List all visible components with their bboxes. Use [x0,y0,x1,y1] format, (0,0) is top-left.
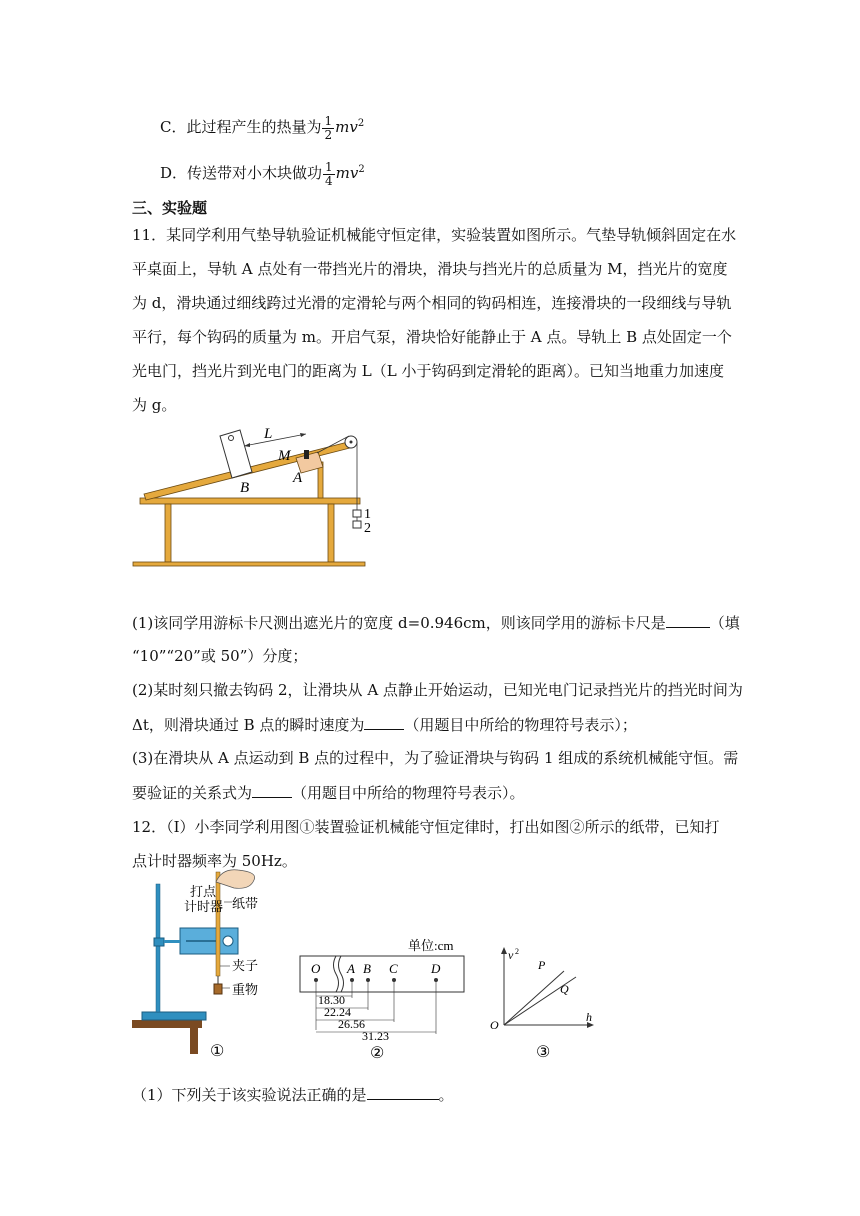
svg-text:纸带: 纸带 [232,896,259,911]
stand-rod [156,884,160,1012]
table-leg [165,504,171,562]
q11-line: 平桌面上，导轨 A 点处有一带挡光片的滑块，滑块与挡光片的总质量为 M，挡光片的宽度 [132,260,728,278]
q11-sub2: (2)某时刻只撤去钩码 2，让滑块从 A 点静止开始运动，已知光电门记录挡光片的挡光时间为 [132,681,743,699]
section-title: 三、实验题 [132,199,208,217]
svg-text:O: O [311,961,321,976]
q11-line: 平行，每个钩码的质量为 m。开启气泵，滑块恰好能静止于 A 点。导轨上 B 点处固定一个 [132,328,732,346]
q11-sub1-cont: “10”“20”或 50”）分度； [132,647,308,665]
line-P [504,971,564,1025]
paper-tape-figure [296,930,471,1060]
q11-sub3: (3)在滑块从 A 点运动到 B 点的过程中，为了验证滑块与钩码 1 组成的系统机械能守恒。需 [132,749,739,767]
option-c-text: C．此过程产生的热量为 [160,118,322,136]
svg-text:③: ③ [536,1044,551,1060]
fraction: $\frac{1}{4}$ [325,159,333,188]
svg-text:B: B [363,961,371,976]
svg-text:18.30: 18.30 [318,993,345,1007]
svg-text:重物: 重物 [232,982,259,997]
air-track-figure [128,420,388,570]
svg-text:31.23: 31.23 [362,1029,389,1043]
svg-text:O: O [490,1018,499,1032]
label-A: A [293,470,303,486]
svg-text:P: P [538,958,546,972]
q11-sub3-cont: 要验证的关系式为 （用题目中所给的物理符号表示）。 [132,784,525,802]
label-B: B [240,480,250,496]
q11-line: 光电门，挡光片到光电门的距离为 L（L 小于钩码到定滑轮的距离）。已知当地重力加速度 [132,362,724,380]
weight [214,984,222,994]
svg-text:②: ② [370,1045,385,1060]
hand [216,870,255,889]
floor [133,562,365,566]
label-2: 2 [364,521,371,536]
option-d-text: D．传送带对小木块做功 [160,164,323,182]
shading-plate [304,450,309,459]
q11-sub2-cont: Δt，则滑块通过 B 点的瞬时速度为 （用题目中所给的物理符号表示）； [132,716,637,734]
answer-blank[interactable] [364,714,404,730]
hook-weight-2 [353,521,361,528]
apparatus-figure [128,862,278,1062]
paper-tape [216,872,220,976]
label-1: 1 [364,507,371,522]
q11-line: 为 g。 [132,396,177,414]
svg-text:h: h [586,1010,592,1024]
svg-text:A: A [347,961,355,976]
answer-blank[interactable] [252,782,292,798]
svg-text:C: C [389,961,398,976]
svg-text:22.24: 22.24 [324,1005,351,1019]
svg-text:计时器: 计时器 [184,899,224,914]
svg-text:D: D [431,961,441,976]
hook-weight-1 [353,510,361,517]
unit-label: 单位:cm [408,938,454,953]
table-leg [328,504,334,562]
q12-line: 12．（Ⅰ）小李同学利用图①装置验证机械能守恒定律时，打出如图②所示的纸带，已知打 [132,818,720,836]
option-d: D．传送带对小木块做功 $\frac{1}{4}$ $mv^2$ [160,159,365,188]
label-M: M [278,448,291,464]
stand-base [142,1012,206,1020]
svg-text:①: ① [210,1043,225,1060]
q12-line: 点计时器频率为 50Hz。 [132,852,297,870]
svg-text:2: 2 [515,947,519,956]
option-c: C．此过程产生的热量为 $\frac{1}{2}$ $mv^2$ [160,113,365,142]
svg-text:26.56: 26.56 [338,1017,365,1031]
label-L: L [264,426,273,442]
q12-sub1: （1）下列关于该实验说法正确的是 。 [132,1086,454,1104]
q11-line: 为 d，滑块通过细线跨过光滑的定滑轮与两个相同的钩码相连，连接滑块的一段细线与导轨 [132,294,732,312]
desk [132,1020,202,1028]
answer-blank[interactable] [666,612,710,628]
table-top [140,498,360,504]
svg-text:Q: Q [560,982,569,996]
v2-h-graph [484,945,604,1060]
svg-text:v: v [508,948,514,962]
fraction: $\frac{1}{2}$ [324,113,333,142]
svg-text:夹子: 夹子 [232,958,259,973]
photogate [220,430,252,478]
svg-text:打点: 打点 [190,884,217,899]
q11-sub1: (1)该同学用游标卡尺测出遮光片的宽度 d=0.946cm，则该同学用的游标卡尺是 （填 [132,614,740,632]
answer-blank[interactable] [367,1084,439,1100]
q11-line: 11．某同学利用气垫导轨验证机械能守恒定律，实验装置如图所示。气垫导轨倾斜固定在水 [132,226,737,244]
distance-arrow [244,434,306,446]
